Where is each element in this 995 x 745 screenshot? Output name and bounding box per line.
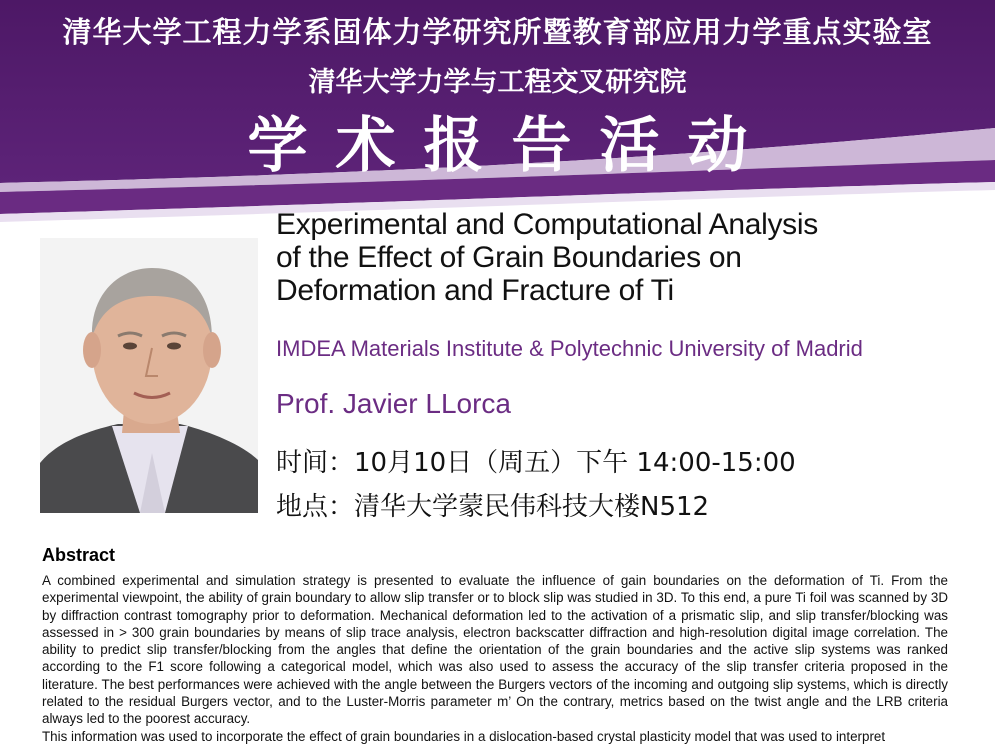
talk-title [276,208,976,307]
header-banner [0,0,995,235]
abstract-paragraph: A combined experimental and simulation strategy is presented to evaluate the influence of gain boundaries on the deformation of Ti. From the experimental viewpoint, the ability of grain boundary to allow slip transfer or to block slip was studied in 3D. To this end, a pure Ti foil was scanned by 3D by diffraction contrast tomography prior to deformation. Mechanical deformation led to the activation of a prismatic slip, and slip transfer/blocking was assessed in > 300 grain boundaries by means of slip trace analysis, electron backscatter diffraction and high-resolution digital image correlation. The ability to predict slip transfer/blocking from the angles that define the orientation of the grain boundaries and the active slip systems was ranked according to the F1 score following a categorical model, which was also used to assess the accuracy of the slip transfer criteria proposed in the literature. The best performances were achieved with the angle between the Burgers vectors of the incoming and outgoing slip systems, which is directly related to the residual Burgers vector, and to the Luster-Morris parameter m’ On the contrary, metrics based on the twist angle and the LRB criteria always led to the poorest accuracy. [42,573,948,727]
talk-location: 地点：清华大学蒙民伟科技大楼N512 [276,492,710,522]
abstract-body [42,572,948,745]
banner-line-department: 清华大学工程力学系固体力学研究所暨教育部应用力学重点实验室 [62,15,933,49]
speaker-affiliation: IMDEA Materials Institute & Polytechnic University of Madrid [276,336,863,361]
talk-title-line: of the Effect of Grain Boundaries on [276,241,742,274]
banner-line-institute: 清华大学力学与工程交叉研究院 [308,67,687,98]
speaker-photo [40,238,258,513]
speaker-name: Prof. Javier LLorca [276,388,511,419]
talk-title-line: Deformation and Fracture of Ti [276,274,674,307]
talk-title-line: Experimental and Computational Analysis [276,208,818,241]
abstract-heading: Abstract [42,545,116,565]
banner-line-event: 学术报告活动 [247,111,776,181]
talk-time: 时间：10月10日（周五）下午 14:00-15:00 [276,448,796,478]
abstract-paragraph-continued: This information was used to incorporate the effect of grain boundaries in a dislocation-based crystal plasticity model that was used to interpret [42,728,886,744]
